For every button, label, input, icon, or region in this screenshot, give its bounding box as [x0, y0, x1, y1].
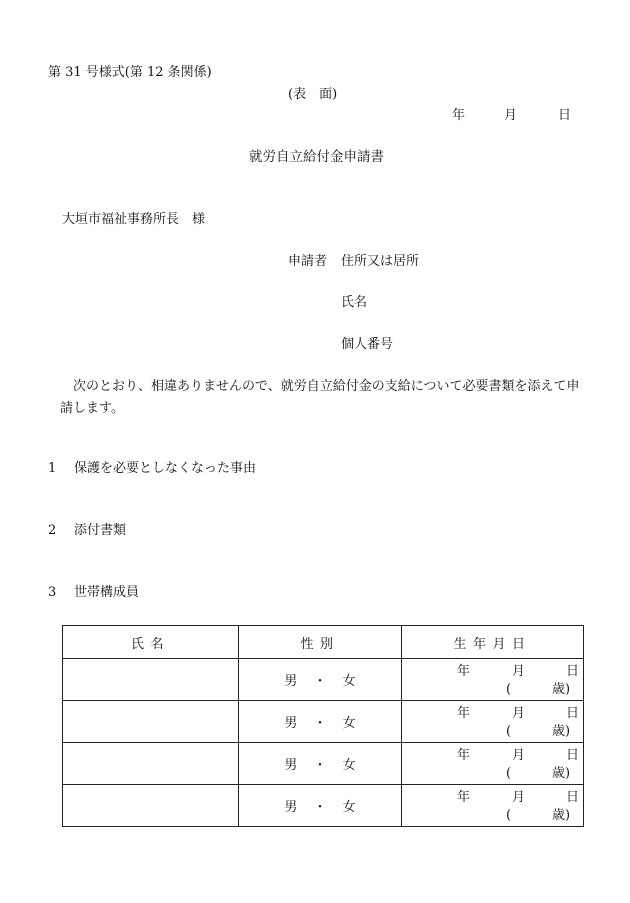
applicant-label: 申請者	[288, 254, 328, 269]
table-row	[63, 701, 584, 743]
member-birthdate-cell[interactable]	[402, 659, 584, 701]
sex-options: 男 ・ 女	[284, 674, 356, 689]
date-year-label: 年	[452, 108, 466, 123]
item-number: 1	[48, 461, 57, 476]
member-birthdate-cell[interactable]	[402, 701, 584, 743]
birth-month-label: 月	[512, 664, 526, 679]
header-birthdate: 生年月日	[402, 626, 584, 659]
age-open-paren: (	[506, 724, 512, 739]
addressee: 大垣市福祉事務所長 様	[62, 212, 206, 227]
table-row	[63, 659, 584, 701]
age-open-paren: (	[506, 808, 512, 823]
member-sex-cell[interactable]	[239, 785, 402, 827]
birth-year-label: 年	[457, 706, 471, 721]
item-reason	[48, 462, 256, 475]
form-number: 第 31 号様式(第 12 条関係)	[48, 65, 212, 80]
member-sex-cell[interactable]	[239, 743, 402, 785]
age-label: 歳)	[552, 724, 571, 739]
member-birthdate-cell[interactable]	[402, 785, 584, 827]
age-open-paren: (	[506, 682, 512, 697]
item-label: 世帯構成員	[74, 585, 140, 600]
household-members-table	[62, 625, 584, 827]
date-day-label: 日	[558, 108, 572, 123]
birth-day-label: 日	[566, 664, 580, 679]
birth-day-label: 日	[566, 706, 580, 721]
member-name-cell[interactable]	[63, 743, 239, 785]
item-label: 添付書類	[74, 523, 127, 538]
item-attachments	[48, 524, 126, 537]
date-month-label: 月	[504, 108, 518, 123]
item-label: 保護を必要としなくなった事由	[74, 461, 257, 476]
sex-options: 男 ・ 女	[284, 716, 356, 731]
header-sex: 性別	[239, 626, 402, 659]
age-open-paren: (	[506, 766, 512, 781]
birth-month-label: 月	[512, 748, 526, 763]
sex-options: 男 ・ 女	[284, 758, 356, 773]
member-name-cell[interactable]	[63, 701, 239, 743]
individual-number-label: 個人番号	[341, 337, 394, 352]
item-number: 2	[48, 523, 57, 538]
member-birthdate-cell[interactable]	[402, 743, 584, 785]
table-header-row	[63, 626, 584, 659]
table-row	[63, 743, 584, 785]
age-label: 歳)	[552, 808, 571, 823]
name-label: 氏名	[341, 295, 368, 310]
birth-day-label: 日	[566, 748, 580, 763]
header-name: 氏名	[63, 626, 239, 659]
birth-year-label: 年	[457, 664, 471, 679]
birth-month-label: 月	[512, 706, 526, 721]
body-text: 次のとおり、相違ありませんので、就労自立給付金の支給について必要書類を添えて申請します。	[60, 379, 580, 416]
age-label: 歳)	[552, 682, 571, 697]
table-row	[63, 785, 584, 827]
member-name-cell[interactable]	[63, 785, 239, 827]
address-label: 住所又は居所	[341, 254, 420, 269]
member-name-cell[interactable]	[63, 659, 239, 701]
birth-year-label: 年	[457, 748, 471, 763]
document-title: 就労自立給付金申請書	[249, 149, 384, 165]
side-label: (表 面)	[288, 87, 338, 102]
birth-year-label: 年	[457, 790, 471, 805]
age-label: 歳)	[552, 766, 571, 781]
sex-options: 男 ・ 女	[284, 800, 356, 815]
member-sex-cell[interactable]	[239, 701, 402, 743]
birth-day-label: 日	[566, 790, 580, 805]
member-sex-cell[interactable]	[239, 659, 402, 701]
item-number: 3	[48, 585, 57, 600]
birth-month-label: 月	[512, 790, 526, 805]
item-household-members	[48, 586, 139, 599]
